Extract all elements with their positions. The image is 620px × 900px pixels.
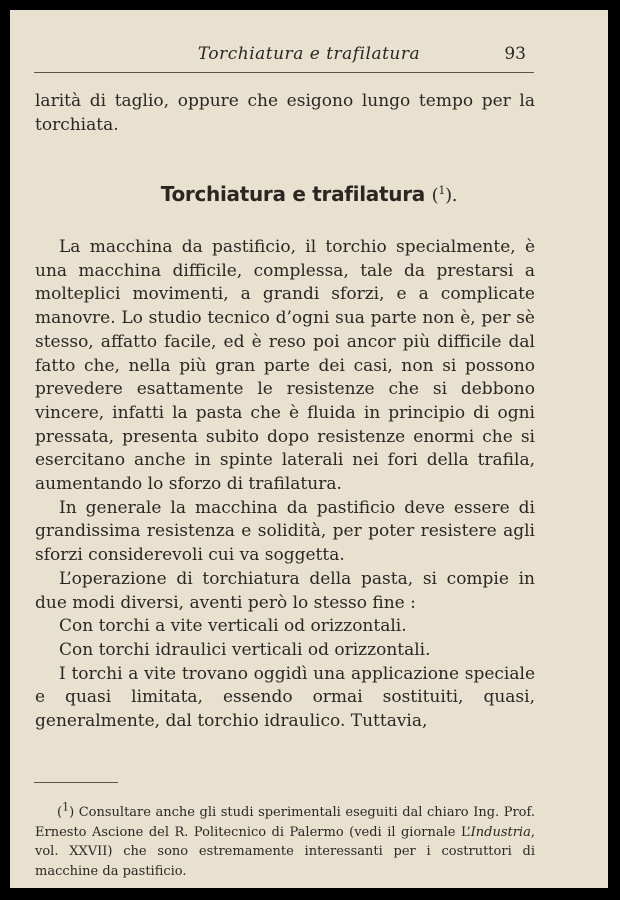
paragraph-macchina: La macchina da pastificio, il torchio specialmente, è una macchina difficile, complessa, tale da prestarsi a molteplici movimenti, a grandi sforzi, e a complicate manovre. Lo studio tecnico d’ogni sua parte non è, per sè stesso, affatto facile, ed è reso poi ancor più difficile dal fatto che, nella più gran parte dei casi, non si possono prevedere esattamente le resistenze che si debbono vincere, infatti la pasta che è fluida in principio di ogni pressata, presenta subito dopo resistenze enormi che si esercitano anche in spinte laterali nei fori della trafila, aumentando lo sforzo di trafilatura. (35, 237, 535, 495)
running-title: Torchiatura e trafilatura (197, 44, 421, 64)
body-text (35, 236, 535, 734)
intro-paragraph: larità di taglio, oppure che esigono lungo tempo per la torchiata. (35, 91, 535, 135)
footnote-mark: 1 (62, 800, 70, 814)
running-head (10, 44, 608, 70)
footnote-reference: ($^1$). (431, 184, 458, 206)
footnote: ($^1$) Consultare anche gli studi sperimentali eseguiti dal chiaro Ing. Prof. Ernesto Ascione del R. Politecnico di Palermo (vedi il giornale L’Industria, vol. XXVII) che sono estremamente interessanti per i costruttori di macchine da pastificio. (35, 800, 535, 879)
paragraph-generale: In generale la macchina da pastificio deve essere di grandissima resistenza e solidità, per poter resistere agli sforzi considerevoli cui va soggetta. (35, 497, 535, 566)
paragraph-operazione: L’operazione di torchiatura della pasta, si compie in due modi diversi, aventi però lo stesso fine : (35, 568, 535, 613)
footnote-rule (34, 782, 118, 783)
paragraph-torchi-vite: Con torchi a vite verticali od orizzontali. (59, 616, 407, 637)
header-rule (34, 72, 534, 73)
page-number: 93 (504, 44, 526, 64)
book-page (10, 10, 608, 888)
footnote-text-before: Consultare anche gli studi sperimentali eseguiti dal chiaro Ing. Prof. Ernesto Ascione del R. Politecnico di Palermo (vedi il giornale L’ (35, 805, 535, 840)
footnote-journal: Industria (470, 824, 531, 840)
paragraph-torchi-idraulici: Con torchi idraulici verticali od orizzontali. (59, 639, 431, 660)
section-title-text: Torchiatura e trafilatura (160, 182, 425, 206)
footnote-text-after: , vol. XXVII) che sono estremamente interessanti per i costruttori di macchine da pastificio. (35, 824, 535, 879)
intro-text-block (35, 90, 535, 137)
section-title (10, 182, 608, 206)
paragraph-applicazione: I torchi a vite trovano oggidì una applicazione speciale e quasi limitata, essendo ormai sostituiti, quasi, generalmente, dal torchio idraulico. Tuttavia, (35, 663, 535, 732)
